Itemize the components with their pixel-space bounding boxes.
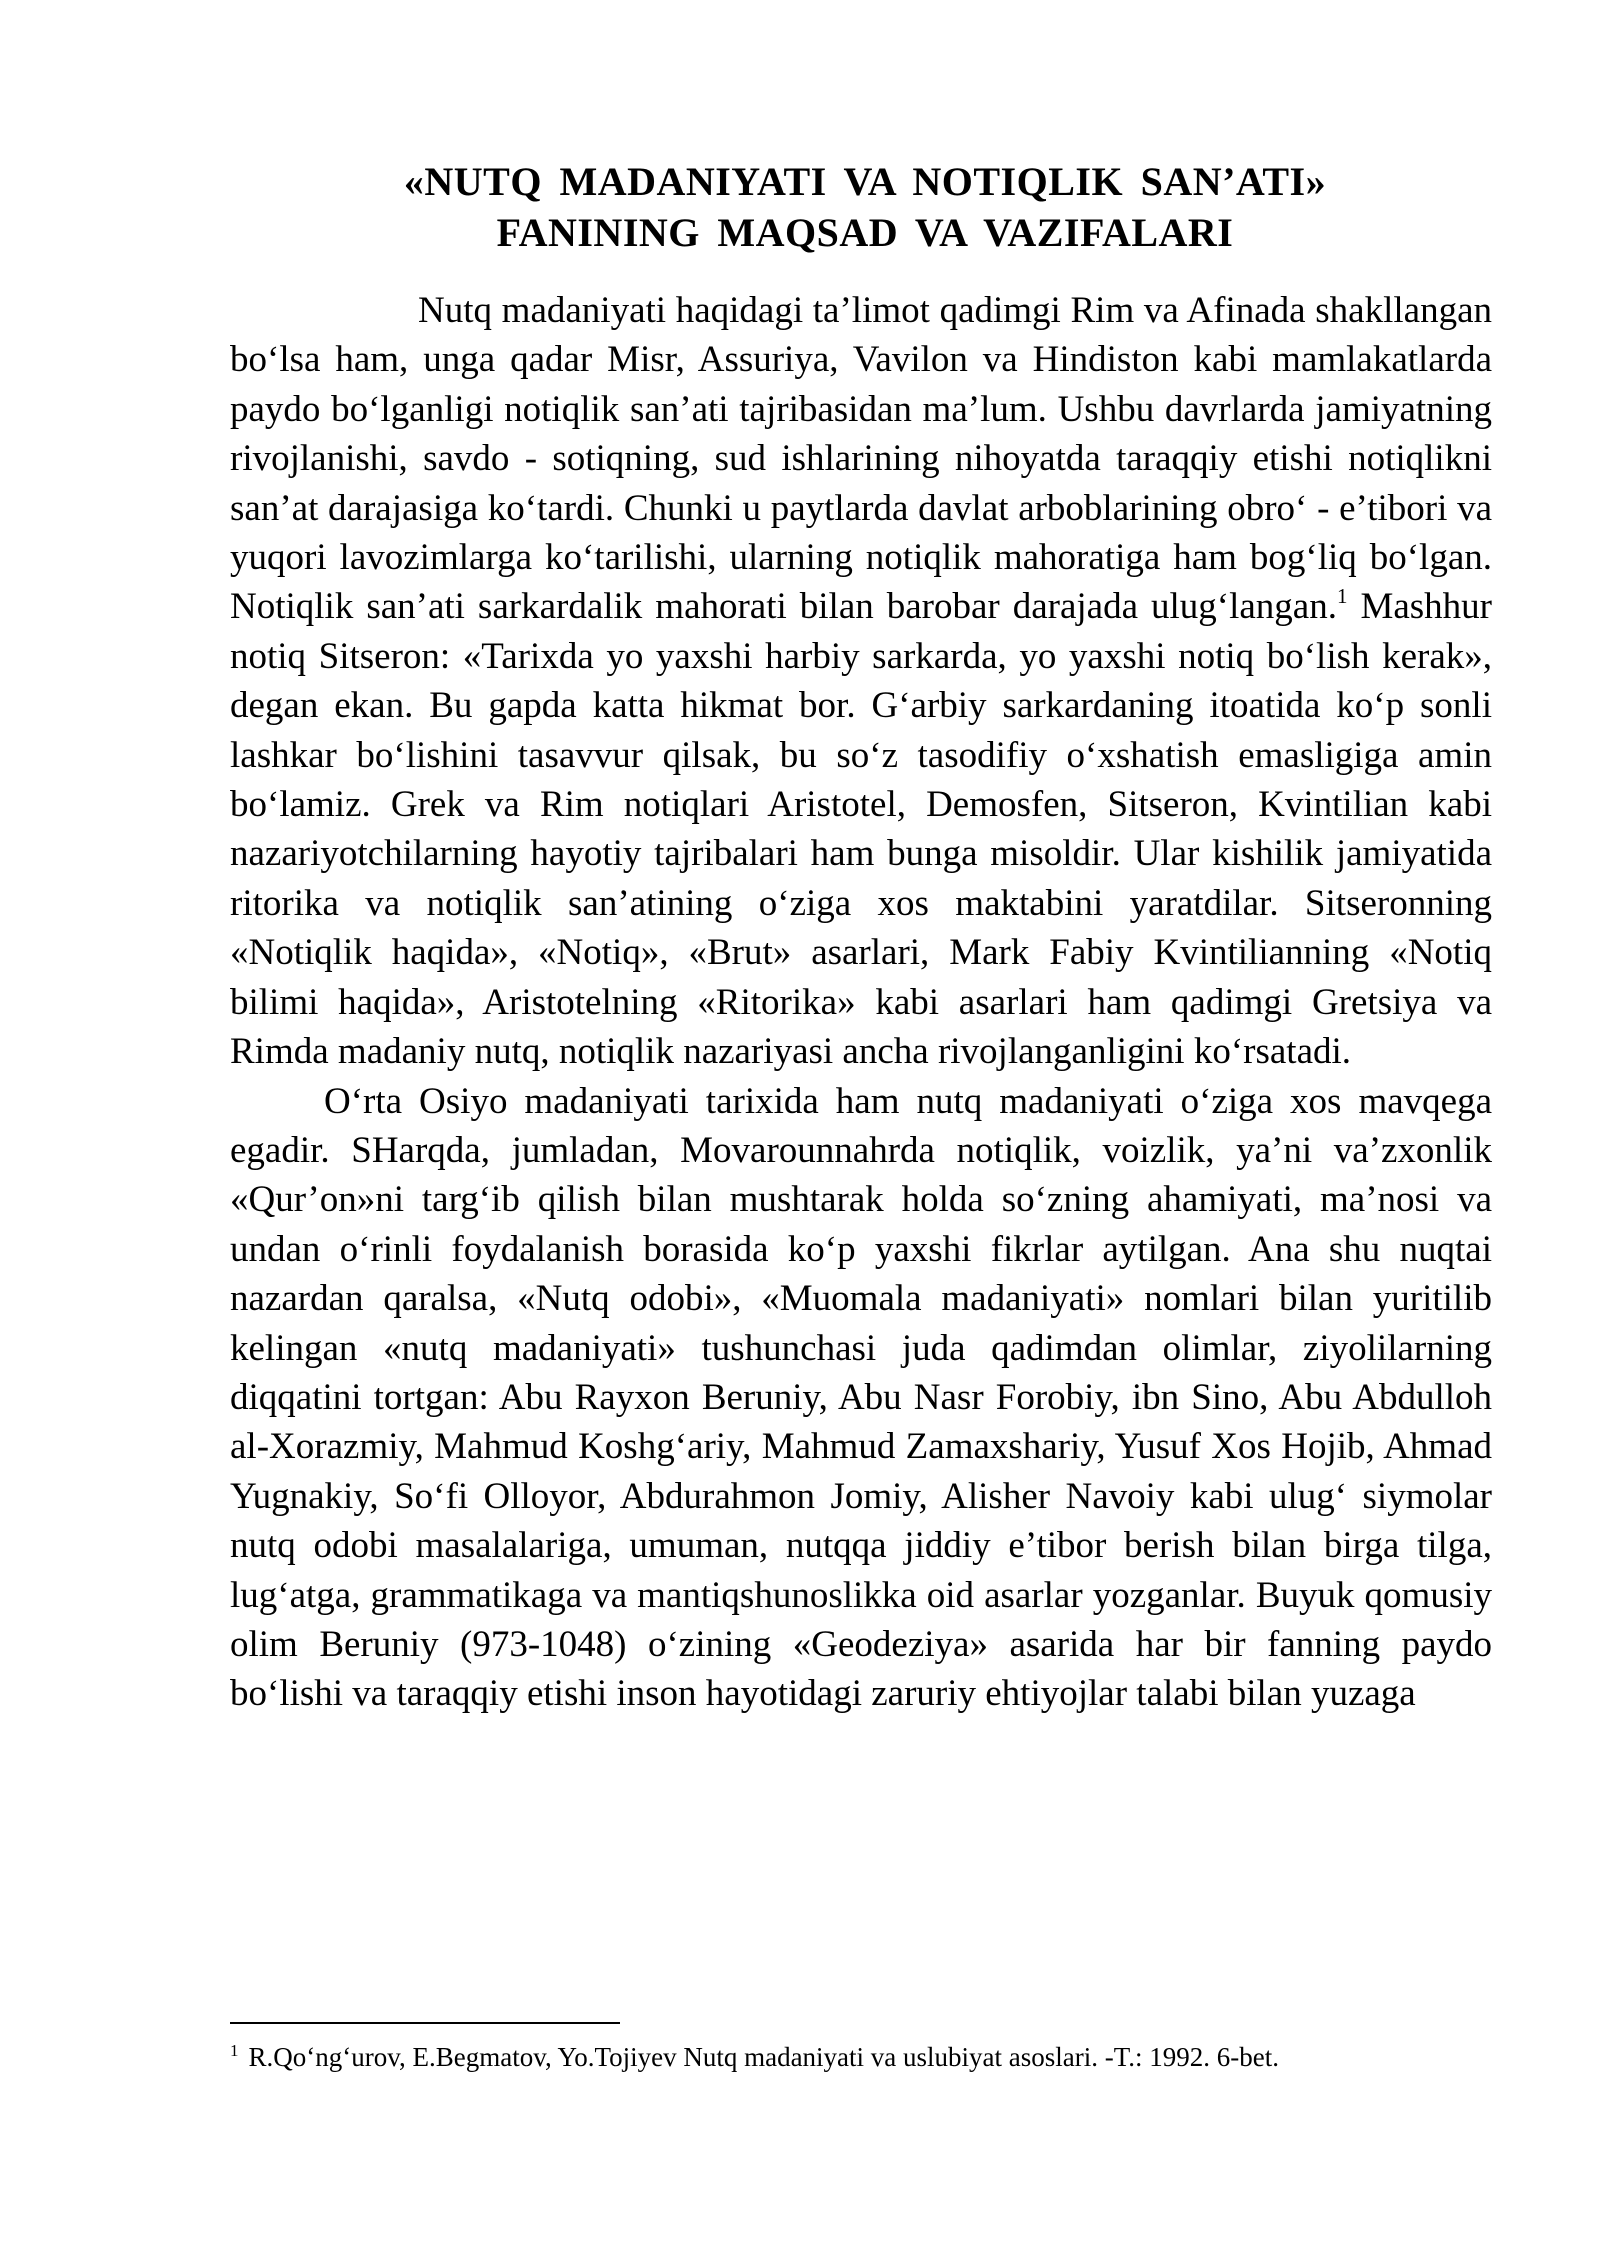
title-line-1: «NUTQ MADANIYATI VA NOTIQLIK SAN’ATI»	[403, 159, 1327, 204]
body-text	[230, 286, 1492, 1719]
footnote-reference: 1	[1336, 584, 1348, 609]
page-title	[230, 156, 1500, 258]
paragraph-1-text-a: Nutq madaniyati haqidagi ta’limot qadimgi Rim va Afinada shakllangan bo‘lsa ham, unga qadar Misr, Assuriya, Vavilon va Hindiston kabi mamlakatlarda paydo bo‘lganligi notiqlik san’ati tajribasidan ma’lum. Ushbu davrlarda jamiyatning rivojlanishi, savdo - sotiqning, sud ishlarining nihoyatda taraqqiy etishi notiqlikni san’at darajasiga ko‘tardi. Chunki u paytlarda davlat arboblarining obro‘ - e’tibori va yuqori lavozimlarga ko‘tarilishi, ularning notiqlik mahoratiga ham bog‘liq bo‘lgan. Notiqlik san’ati sarkardalik mahorati bilan barobar darajada ulug‘langan.	[230, 290, 1492, 628]
footnote-divider	[230, 2022, 620, 2024]
paragraph-1	[230, 286, 1492, 1077]
paragraph-1-text-b: Mashhur notiq Sitseron: «Tarixda yo yaxshi harbiy sarkarda, yo yaxshi notiq bo‘lish kerak», degan ekan. Bu gapda katta hikmat bor. G‘arbiy sarkardaning itoatida ko‘p sonli lashkar bo‘lishini tasavvur qilsak, bu so‘z tasodifiy o‘xshatish emasligiga amin bo‘lamiz. Grek va Rim notiqlari Aristotel, Demosfen, Sitseron, Kvintilian kabi nazariyotchilarning hayotiy tajribalari ham bunga misoldir. Ular kishilik jamiyatida ritorika va notiqlik san’atining o‘ziga xos maktabini yaratdilar. Sitseronning «Notiqlik haqida», «Notiq», «Brut» asarlari, Mark Fabiy Kvintilianning «Notiq bilimi haqida», Aristotelning «Ritorika» kabi asarlari ham qadimgi Gretsiya va Rimda madaniy nutq, notiqlik nazariyasi ancha rivojlanganligini ko‘rsatadi.	[230, 586, 1492, 1073]
footnote	[230, 2040, 1492, 2075]
footnote-text: R.Qo‘ng‘urov, E.Begmatov, Yo.Tojiyev Nutq madaniyati va uslubiyat asoslari. -T.: 1992. 6-bet.	[248, 2042, 1279, 2072]
footnote-mark: 1	[230, 2041, 239, 2060]
paragraph-2: O‘rta Osiyo madaniyati tarixida ham nutq madaniyati o‘ziga xos mavqega egadir. SHarqda, jumladan, Movarounnahrda notiqlik, voizlik, ya’ni va’zxonlik «Qur’on»ni targ‘ib qilish bilan mushtarak holda so‘zning ahamiyati, ma’nosi va undan o‘rinli foydalanish borasida ko‘p yaxshi fikrlar aytilgan. Ana shu nuqtai nazardan qaralsa, «Nutq odobi», «Muomala madaniyati» nomlari bilan yuritilib kelingan «nutq madaniyati» tushunchasi juda qadimdan olimlar, ziyolilarning diqqatini tortgan: Abu Rayxon Beruniy, Abu Nasr Forobiy, ibn Sino, Abu Abdulloh al-Xorazmiy, Mahmud Koshg‘ariy, Mahmud Zamaxshariy, Yusuf Xos Hojib, Ahmad Yugnakiy, So‘fi Olloyor, Abdurahmon Jomiy, Alisher Navoiy kabi ulug‘ siymolar nutq odobi masalalariga, umuman, nutqqa jiddiy e’tibor berish bilan birga tilga, lug‘atga, grammatikaga va mantiqshunoslikka oid asarlar yozganlar. Buyuk qomusiy olim Beruniy (973-1048) o‘zining «Geodeziya» asarida har bir fanning paydo bo‘lishi va taraqqiy etishi inson hayotidagi zaruriy ehtiyojlar talabi bilan yuzaga	[230, 1080, 1492, 1715]
title-line-2: FANINING MAQSAD VA VAZIFALARI	[496, 210, 1234, 255]
